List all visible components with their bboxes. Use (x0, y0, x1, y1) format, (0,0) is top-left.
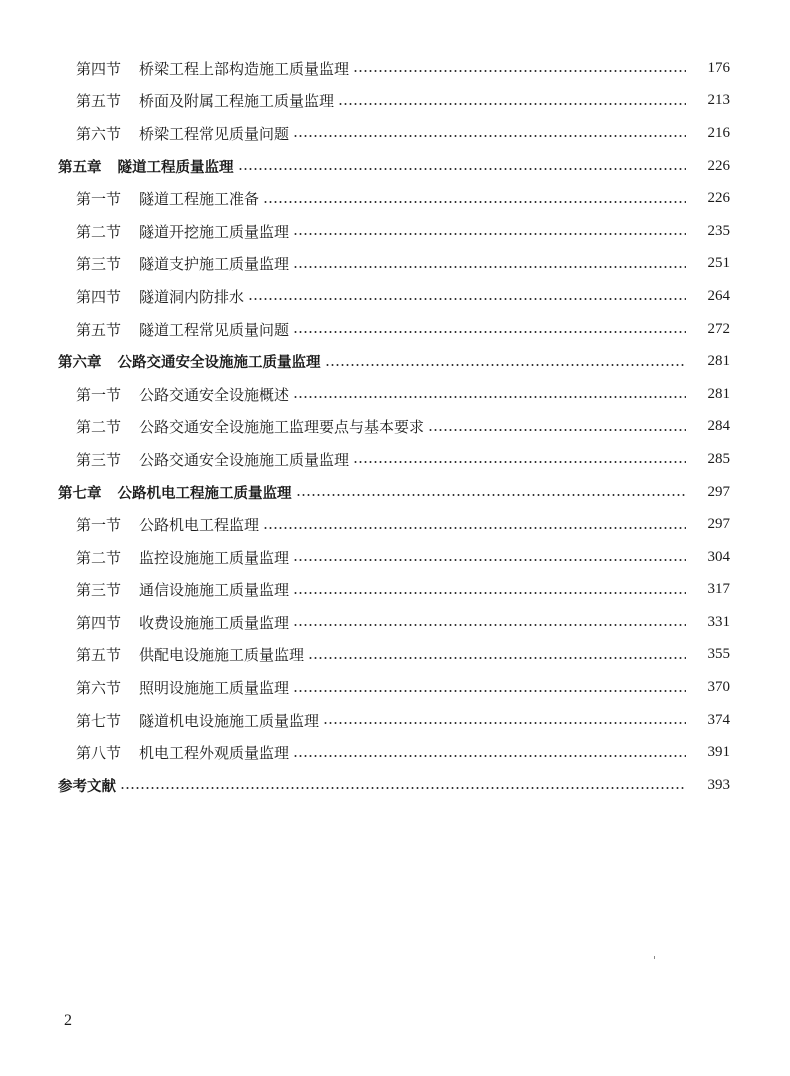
toc-entry-number: 第四节 (76, 59, 122, 78)
toc-entry-page: 285 (707, 450, 730, 467)
toc-section-row (0, 52, 790, 85)
toc-entry-page: 216 (707, 124, 730, 141)
toc-entry-number: 第三节 (76, 581, 122, 600)
toc-section-row (0, 117, 790, 150)
toc-chapter-row (0, 345, 790, 378)
toc-entry-title: 公路交通安全设施施工质量监理 (117, 355, 321, 372)
toc-entry-title: 通信设施施工质量监理 (139, 581, 290, 600)
dot-leader (293, 755, 686, 757)
page-number: 2 (64, 1012, 72, 1029)
toc-entry-number: 第五章 (58, 159, 102, 176)
toc-entry-title: 桥面及附属工程施工质量监理 (139, 92, 335, 111)
dot-leader (120, 787, 686, 789)
toc-entry-title: 公路交通安全设施概述 (139, 385, 290, 404)
toc-section-row (0, 215, 790, 248)
toc-entry-page: 297 (707, 483, 730, 500)
toc-section-row (0, 443, 790, 476)
toc-section-row (0, 508, 790, 541)
toc-entry-number: 第四节 (76, 613, 122, 632)
toc-entry-page: 226 (707, 157, 730, 174)
toc-entry-number: 第七章 (58, 485, 102, 502)
toc-entry-page: 391 (707, 744, 730, 761)
toc-entry-page: 374 (707, 711, 730, 728)
toc-entry-title: 桥梁工程上部构造施工质量监理 (139, 59, 350, 78)
toc-entry-title: 隧道工程施工准备 (139, 190, 260, 209)
dot-leader (428, 429, 686, 431)
toc-section-row (0, 639, 790, 672)
toc-entry-number: 第一节 (76, 385, 122, 404)
toc-entry-number: 第五节 (76, 320, 122, 339)
toc-entry-title: 公路机电工程施工质量监理 (117, 485, 292, 502)
toc-entry-page: 264 (707, 287, 730, 304)
toc-entry-title: 隧道支护施工质量监理 (139, 255, 290, 274)
dot-leader (293, 690, 686, 692)
dot-leader (296, 494, 687, 496)
dot-leader (293, 233, 686, 235)
toc-entry-number: 第一节 (76, 190, 122, 209)
dot-leader (293, 624, 686, 626)
dot-leader (353, 461, 686, 463)
toc-entry-page: 297 (707, 516, 730, 533)
dot-leader (323, 722, 686, 724)
toc-entry-title: 隧道洞内防排水 (139, 287, 245, 306)
toc-section-row (0, 378, 790, 411)
toc-entry-page: 213 (707, 92, 730, 109)
toc-entry-number: 第五节 (76, 646, 122, 665)
toc-entry-number: 第六节 (76, 124, 122, 143)
toc-chapter-row (0, 150, 790, 183)
toc-section-row (0, 671, 790, 704)
toc-entry-title: 公路机电工程监理 (139, 516, 260, 535)
toc-entry-title: 隧道工程质量监理 (117, 159, 234, 176)
toc-section-row (0, 411, 790, 444)
toc-section-row (0, 574, 790, 607)
toc-entry-page: 304 (707, 548, 730, 565)
dot-leader (293, 266, 686, 268)
scan-speck (654, 956, 655, 959)
toc-section-row (0, 248, 790, 281)
toc-entry-number: 第八节 (76, 744, 122, 763)
toc-section-row (0, 182, 790, 215)
dot-leader (325, 364, 687, 366)
toc-entry-title: 隧道开挖施工质量监理 (139, 222, 290, 241)
dot-leader (293, 592, 686, 594)
toc-entry-title: 公路交通安全设施施工质量监理 (139, 450, 350, 469)
toc-entry-page: 235 (707, 222, 730, 239)
toc-chapter-row (0, 769, 790, 802)
toc-entry-page: 331 (707, 613, 730, 630)
dot-leader (238, 168, 687, 170)
toc-chapter-row (0, 476, 790, 509)
toc-entry-title: 照明设施施工质量监理 (139, 679, 290, 698)
dot-leader (338, 103, 686, 105)
dot-leader (293, 396, 686, 398)
toc-entry-page: 176 (707, 59, 730, 76)
toc-entry-number: 第六节 (76, 679, 122, 698)
toc-entry-number: 第一节 (76, 516, 122, 535)
dot-leader (293, 331, 686, 333)
toc-entry-page: 317 (707, 581, 730, 598)
dot-leader (263, 201, 686, 203)
toc-entry-page: 251 (707, 255, 730, 272)
toc-section-row (0, 704, 790, 737)
toc-entry-title: 收费设施施工质量监理 (139, 613, 290, 632)
dot-leader (353, 70, 686, 72)
toc-section-row (0, 313, 790, 346)
toc-entry-page: 272 (707, 320, 730, 337)
toc-entry-page: 281 (707, 385, 730, 402)
dot-leader (263, 527, 686, 529)
toc-entry-page: 226 (707, 190, 730, 207)
toc-entry-number: 第三节 (76, 450, 122, 469)
toc-section-row (0, 736, 790, 769)
toc-entry-number: 第二节 (76, 548, 122, 567)
toc-entry-page: 393 (707, 776, 730, 793)
toc-entry-title: 供配电设施施工质量监理 (139, 646, 305, 665)
toc-entry-page: 370 (707, 679, 730, 696)
toc-entry-page: 284 (707, 418, 730, 435)
toc-section-row (0, 606, 790, 639)
toc-section-row (0, 541, 790, 574)
dot-leader (308, 657, 686, 659)
dot-leader (293, 559, 686, 561)
toc-entry-number: 第二节 (76, 222, 122, 241)
dot-leader (293, 135, 686, 137)
toc-entry-title: 桥梁工程常见质量问题 (139, 124, 290, 143)
toc-entry-number: 第五节 (76, 92, 122, 111)
dot-leader (248, 298, 686, 300)
toc-entry-title: 参考文献 (58, 778, 116, 795)
toc-entry-title: 公路交通安全设施施工监理要点与基本要求 (139, 418, 425, 437)
table-of-contents (0, 52, 790, 802)
toc-entry-title: 隧道工程常见质量问题 (139, 320, 290, 339)
toc-entry-title: 隧道机电设施施工质量监理 (139, 711, 320, 730)
toc-entry-title: 机电工程外观质量监理 (139, 744, 290, 763)
toc-entry-title: 监控设施施工质量监理 (139, 548, 290, 567)
toc-entry-number: 第七节 (76, 711, 122, 730)
toc-entry-number: 第二节 (76, 418, 122, 437)
toc-entry-page: 355 (707, 646, 730, 663)
toc-entry-number: 第六章 (58, 355, 102, 372)
toc-entry-number: 第三节 (76, 255, 122, 274)
toc-section-row (0, 280, 790, 313)
toc-section-row (0, 85, 790, 118)
toc-entry-page: 281 (707, 353, 730, 370)
toc-entry-number: 第四节 (76, 287, 122, 306)
